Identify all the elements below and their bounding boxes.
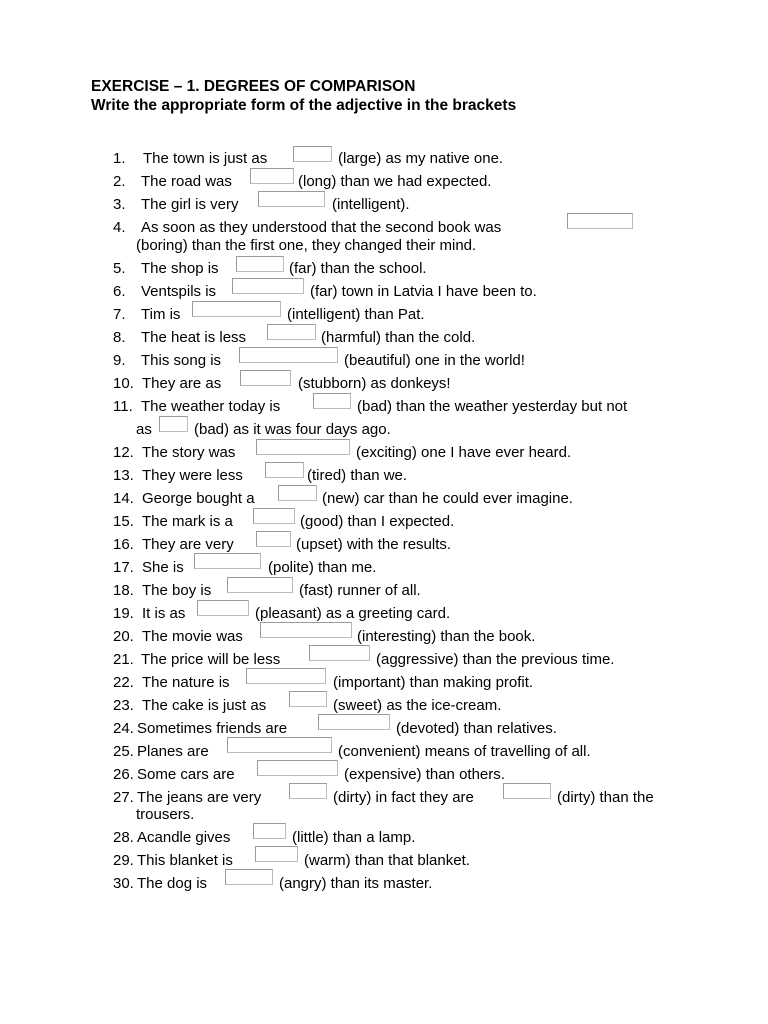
- item-text: The cake is just as: [142, 697, 267, 714]
- item-number: 13.: [113, 467, 134, 484]
- item-text: (far) town in Latvia I have been to.: [310, 283, 537, 300]
- item-text: The heat is less: [141, 329, 247, 346]
- answer-box[interactable]: [192, 301, 281, 317]
- item-number: 20.: [113, 628, 134, 645]
- item-text: (new) car than he could ever imagine.: [322, 490, 573, 507]
- item-number: 5.: [113, 260, 126, 277]
- item-text: (little) than a lamp.: [292, 829, 416, 846]
- answer-box[interactable]: [260, 622, 352, 638]
- item-text: (interesting) than the book.: [357, 628, 536, 645]
- item-number: 19.: [113, 605, 134, 622]
- item-text: (far) than the school.: [289, 260, 427, 277]
- item-text: (long) than we had expected.: [298, 173, 492, 190]
- item-text: Planes are: [137, 743, 209, 760]
- item-text: This song is: [141, 352, 222, 369]
- item-text: Ventspils is: [141, 283, 217, 300]
- answer-box[interactable]: [256, 439, 350, 455]
- item-text: Acandle gives: [137, 829, 231, 846]
- item-text: (expensive) than others.: [344, 766, 505, 783]
- item-number: 27.: [113, 789, 134, 806]
- answer-box[interactable]: [255, 846, 298, 862]
- answer-box[interactable]: [257, 760, 338, 776]
- item-number: 3.: [113, 196, 126, 213]
- item-text: The story was: [142, 444, 236, 461]
- item-text: (fast) runner of all.: [299, 582, 421, 599]
- item-number: 17.: [113, 559, 134, 576]
- item-text: trousers.: [136, 806, 195, 823]
- answer-box[interactable]: [256, 531, 291, 547]
- answer-box[interactable]: [567, 213, 633, 229]
- item-text: Tim is: [141, 306, 181, 323]
- item-number: 21.: [113, 651, 134, 668]
- item-text: It is as: [142, 605, 186, 622]
- item-text: (aggressive) than the previous time.: [376, 651, 615, 668]
- item-text: They were less: [142, 467, 243, 484]
- answer-box[interactable]: [250, 168, 294, 184]
- item-text: (sweet) as the ice-cream.: [333, 697, 502, 714]
- answer-box[interactable]: [313, 393, 351, 409]
- answer-box[interactable]: [267, 324, 316, 340]
- item-text: The boy is: [142, 582, 212, 599]
- item-text: (large) as my native one.: [338, 150, 504, 167]
- answer-box[interactable]: [227, 737, 332, 753]
- item-number: 24.: [113, 720, 134, 737]
- item-number: 29.: [113, 852, 134, 869]
- item-number: 14.: [113, 490, 134, 507]
- exercise-instruction: Write the appropriate form of the adjective in the brackets: [91, 97, 517, 114]
- item-text: as: [136, 421, 152, 438]
- item-text: The shop is: [141, 260, 219, 277]
- item-number: 9.: [113, 352, 126, 369]
- answer-box[interactable]: [246, 668, 326, 684]
- item-number: 16.: [113, 536, 134, 553]
- item-text: (dirty) in fact they are: [333, 789, 474, 806]
- item-number: 22.: [113, 674, 134, 691]
- answer-box[interactable]: [289, 691, 327, 707]
- item-text: (important) than making profit.: [333, 674, 534, 691]
- answer-box[interactable]: [239, 347, 338, 363]
- answer-box[interactable]: [318, 714, 390, 730]
- answer-box[interactable]: [265, 462, 304, 478]
- item-text: (convenient) means of travelling of all.: [338, 743, 591, 760]
- item-text: (devoted) than relatives.: [396, 720, 557, 737]
- item-number: 18.: [113, 582, 134, 599]
- item-text: (bad) as it was four days ago.: [194, 421, 391, 438]
- item-text: They are as: [142, 375, 222, 392]
- item-text: (intelligent).: [332, 196, 410, 213]
- item-text: They are very: [142, 536, 234, 553]
- item-number: 11.: [113, 398, 133, 415]
- item-number: 2.: [113, 173, 126, 190]
- item-text: The weather today is: [141, 398, 281, 415]
- item-text: The movie was: [142, 628, 243, 645]
- item-text: The jeans are very: [137, 789, 262, 806]
- answer-box[interactable]: [253, 508, 295, 524]
- item-number: 7.: [113, 306, 126, 323]
- item-text: The price will be less: [141, 651, 281, 668]
- item-text: The dog is: [137, 875, 208, 892]
- item-text: Sometimes friends are: [137, 720, 288, 737]
- item-text: (tired) than we.: [307, 467, 408, 484]
- item-number: 25.: [113, 743, 134, 760]
- item-text: The girl is very: [141, 196, 239, 213]
- item-text: She is: [142, 559, 184, 576]
- answer-box[interactable]: [289, 783, 327, 799]
- answer-box[interactable]: [194, 553, 261, 569]
- item-number: 23.: [113, 697, 134, 714]
- item-text: (polite) than me.: [268, 559, 377, 576]
- answer-box[interactable]: [253, 823, 286, 839]
- item-number: 8.: [113, 329, 126, 346]
- answer-box[interactable]: [232, 278, 304, 294]
- answer-box[interactable]: [503, 783, 551, 799]
- item-text: As soon as they understood that the second book was: [141, 219, 502, 236]
- answer-box[interactable]: [159, 416, 188, 432]
- answer-box[interactable]: [240, 370, 291, 386]
- answer-box[interactable]: [278, 485, 317, 501]
- item-number: 1.: [113, 150, 126, 167]
- item-number: 30.: [113, 875, 134, 892]
- item-text: The mark is a: [142, 513, 233, 530]
- exercise-heading: EXERCISE – 1. DEGREES OF COMPARISON: [91, 78, 416, 95]
- item-text: (harmful) than the cold.: [321, 329, 476, 346]
- item-text: (bad) than the weather yesterday but not: [357, 398, 628, 415]
- item-number: 4.: [113, 219, 126, 236]
- item-text: (warm) than that blanket.: [304, 852, 470, 869]
- item-text: George bought a: [142, 490, 255, 507]
- item-number: 15.: [113, 513, 134, 530]
- item-number: 10.: [113, 375, 134, 392]
- item-text: (boring) than the first one, they changed their mind.: [136, 237, 477, 254]
- answer-box[interactable]: [227, 577, 293, 593]
- item-text: The nature is: [142, 674, 230, 691]
- item-number: 28.: [113, 829, 134, 846]
- item-number: 26.: [113, 766, 134, 783]
- item-text: (angry) than its master.: [279, 875, 433, 892]
- item-text: (pleasant) as a greeting card.: [255, 605, 451, 622]
- answer-box[interactable]: [197, 600, 249, 616]
- answer-box[interactable]: [309, 645, 370, 661]
- item-text: (stubborn) as donkeys!: [298, 375, 451, 392]
- item-text: Some cars are: [137, 766, 235, 783]
- answer-box[interactable]: [293, 146, 332, 162]
- item-number: 12.: [113, 444, 134, 461]
- item-text: (good) than I expected.: [300, 513, 455, 530]
- item-text: (upset) with the results.: [296, 536, 452, 553]
- answer-box[interactable]: [225, 869, 273, 885]
- item-text: (intelligent) than Pat.: [287, 306, 425, 323]
- item-number: 6.: [113, 283, 126, 300]
- item-text: This blanket is: [137, 852, 233, 869]
- answer-box[interactable]: [236, 256, 284, 272]
- item-text: The road was: [141, 173, 232, 190]
- item-text: The town is just as: [143, 150, 268, 167]
- item-text: (beautiful) one in the world!: [344, 352, 525, 369]
- item-text: (exciting) one I have ever heard.: [356, 444, 572, 461]
- answer-box[interactable]: [258, 191, 325, 207]
- item-text: (dirty) than the: [557, 789, 654, 806]
